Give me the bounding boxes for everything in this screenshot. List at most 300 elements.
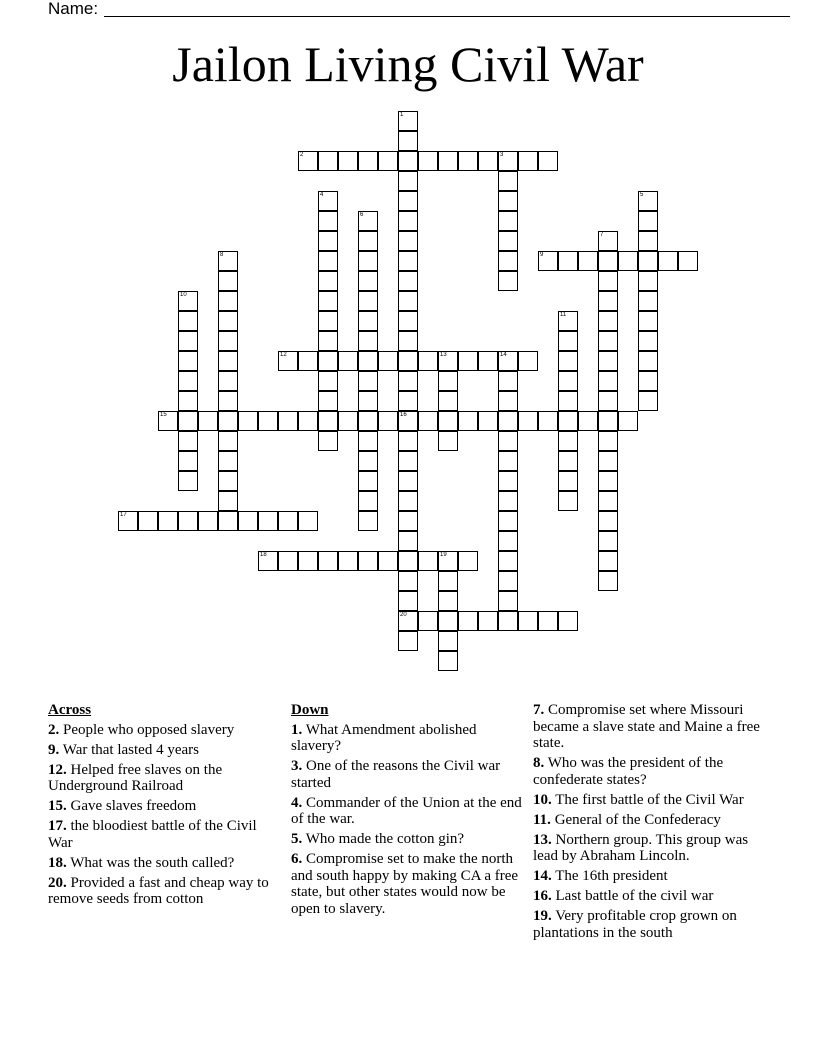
grid-cell[interactable]: [398, 291, 418, 311]
down-clue-list-2: [533, 702, 773, 941]
grid-cell[interactable]: [438, 371, 458, 391]
grid-cell[interactable]: [358, 151, 378, 171]
clue-item: [291, 758, 523, 791]
grid-cell[interactable]: [218, 491, 238, 511]
grid-cell[interactable]: [518, 351, 538, 371]
grid-cell[interactable]: [498, 451, 518, 471]
clue-item: [533, 908, 773, 941]
grid-cell[interactable]: [578, 411, 598, 431]
clue-item: [533, 702, 773, 752]
clue-number: 14: [500, 352, 507, 358]
grid-cell[interactable]: [358, 511, 378, 531]
grid-cell[interactable]: [398, 411, 418, 431]
clue-item-number: 9.: [48, 741, 60, 758]
grid-cell[interactable]: [398, 251, 418, 271]
grid-cell[interactable]: [178, 451, 198, 471]
clue-number: 18: [260, 552, 267, 558]
grid-cell[interactable]: [438, 551, 458, 571]
grid-cell[interactable]: [458, 551, 478, 571]
clue-item-number: 19.: [533, 908, 552, 924]
clue-item-number: 4.: [291, 794, 303, 811]
grid-cell[interactable]: [398, 311, 418, 331]
grid-cell[interactable]: [338, 351, 358, 371]
across-heading: Across: [48, 702, 92, 718]
clue-number: 6: [360, 212, 364, 218]
clue-item: [291, 831, 523, 848]
grid-cell[interactable]: [398, 391, 418, 411]
clue-number: 7: [600, 232, 604, 238]
grid-cell[interactable]: [498, 471, 518, 491]
grid-cell[interactable]: [498, 391, 518, 411]
grid-cell[interactable]: [498, 151, 518, 171]
grid-cell[interactable]: [418, 551, 438, 571]
grid-cell[interactable]: [278, 551, 298, 571]
grid-cell[interactable]: [438, 571, 458, 591]
clue-item-number: 15.: [48, 798, 67, 814]
grid-cell[interactable]: [178, 431, 198, 451]
clue-item-text: Who was the president of the confederate states?: [533, 755, 724, 788]
grid-cell[interactable]: [598, 571, 618, 591]
clue-item-number: 11.: [533, 811, 551, 828]
grid-cell[interactable]: [498, 571, 518, 591]
clue-item-number: 5.: [291, 831, 303, 847]
grid-cell[interactable]: [218, 291, 238, 311]
grid-cell[interactable]: [598, 391, 618, 411]
grid-cell[interactable]: [498, 371, 518, 391]
grid-cell[interactable]: [438, 151, 458, 171]
grid-cell[interactable]: [558, 331, 578, 351]
grid-cell[interactable]: [558, 371, 578, 391]
grid-cell[interactable]: [258, 551, 278, 571]
grid-cell[interactable]: [318, 291, 338, 311]
grid-cell[interactable]: [518, 611, 538, 631]
grid-cell[interactable]: [338, 551, 358, 571]
grid-cell[interactable]: [138, 511, 158, 531]
clue-item: [533, 755, 773, 788]
grid-cell[interactable]: [398, 271, 418, 291]
grid-cell[interactable]: [338, 151, 358, 171]
grid-cell[interactable]: [638, 291, 658, 311]
clue-number: 12: [280, 352, 287, 358]
clue-item-text: The 16th president: [555, 868, 668, 884]
grid-cell[interactable]: [378, 151, 398, 171]
clue-number: 4: [320, 192, 324, 198]
clue-number: 10: [180, 292, 187, 298]
page-title: Jailon Living Civil War: [172, 36, 644, 92]
grid-cell[interactable]: [218, 471, 238, 491]
grid-cell[interactable]: [398, 211, 418, 231]
grid-cell[interactable]: [638, 271, 658, 291]
grid-cell[interactable]: [638, 331, 658, 351]
grid-cell[interactable]: [318, 371, 338, 391]
grid-cell[interactable]: [498, 511, 518, 531]
grid-cell[interactable]: [638, 211, 658, 231]
clue-number: 8: [220, 252, 224, 258]
grid-cell[interactable]: [598, 471, 618, 491]
clue-item: [291, 795, 523, 828]
clue-number: 1: [400, 112, 404, 118]
grid-cell[interactable]: [178, 411, 198, 431]
clue-item-number: 6.: [291, 851, 303, 867]
clue-item-text: the bloodiest battle of the Civil War: [48, 818, 257, 851]
grid-cell[interactable]: [358, 551, 378, 571]
grid-cell[interactable]: [638, 231, 658, 251]
grid-cell[interactable]: [278, 351, 298, 371]
grid-cell[interactable]: [498, 431, 518, 451]
clue-item-text: The first battle of the Civil War: [555, 791, 744, 808]
clue-item-text: Very profitable crop grown on plantations in the south: [533, 908, 737, 941]
grid-cell[interactable]: [318, 351, 338, 371]
grid-cell[interactable]: [498, 551, 518, 571]
grid-cell[interactable]: [178, 331, 198, 351]
clue-item-number: 20.: [48, 874, 67, 891]
grid-cell[interactable]: [218, 391, 238, 411]
grid-cell[interactable]: [158, 511, 178, 531]
grid-cell[interactable]: [418, 151, 438, 171]
grid-cell[interactable]: [558, 471, 578, 491]
grid-cell[interactable]: [178, 511, 198, 531]
grid-cell[interactable]: [598, 511, 618, 531]
grid-cell[interactable]: [598, 231, 618, 251]
grid-cell[interactable]: [178, 471, 198, 491]
across-clue-list: [48, 722, 280, 908]
grid-cell[interactable]: [278, 511, 298, 531]
grid-cell[interactable]: [318, 231, 338, 251]
grid-cell[interactable]: [498, 411, 518, 431]
clue-item-number: 13.: [533, 831, 552, 848]
grid-cell[interactable]: [218, 271, 238, 291]
grid-cell[interactable]: [398, 131, 418, 151]
clue-item-number: 2.: [48, 721, 60, 738]
grid-cell[interactable]: [438, 651, 458, 671]
grid-cell[interactable]: [398, 631, 418, 651]
grid-cell[interactable]: [178, 291, 198, 311]
grid-cell[interactable]: [598, 271, 618, 291]
grid-cell[interactable]: [298, 351, 318, 371]
grid-cell[interactable]: [358, 431, 378, 451]
grid-cell[interactable]: [538, 611, 558, 631]
grid-cell[interactable]: [218, 311, 238, 331]
grid-cell[interactable]: [358, 231, 378, 251]
grid-cell[interactable]: [558, 391, 578, 411]
grid-cell[interactable]: [398, 331, 418, 351]
grid-cell[interactable]: [178, 371, 198, 391]
grid-cell[interactable]: [218, 451, 238, 471]
grid-cell[interactable]: [598, 451, 618, 471]
grid-cell[interactable]: [218, 331, 238, 351]
grid-cell[interactable]: [518, 151, 538, 171]
grid-cell[interactable]: [538, 411, 558, 431]
grid-cell[interactable]: [558, 451, 578, 471]
grid-cell[interactable]: [618, 411, 638, 431]
grid-cell[interactable]: [318, 211, 338, 231]
grid-cell[interactable]: [318, 391, 338, 411]
grid-cell[interactable]: [598, 411, 618, 431]
grid-cell[interactable]: [318, 311, 338, 331]
grid-cell[interactable]: [558, 251, 578, 271]
grid-cell[interactable]: [298, 511, 318, 531]
grid-cell[interactable]: [498, 231, 518, 251]
grid-cell[interactable]: [358, 411, 378, 431]
clue-item-number: 12.: [48, 761, 67, 778]
down-clues-column-1: [291, 702, 523, 921]
grid-cell[interactable]: [638, 251, 658, 271]
grid-cell[interactable]: [318, 151, 338, 171]
grid-cell[interactable]: [578, 251, 598, 271]
grid-cell[interactable]: [498, 351, 518, 371]
grid-cell[interactable]: [358, 471, 378, 491]
clue-item-text: One of the reasons the Civil war started: [291, 758, 501, 791]
grid-cell[interactable]: [358, 451, 378, 471]
grid-cell[interactable]: [218, 351, 238, 371]
clue-number: 16: [400, 412, 407, 418]
grid-cell[interactable]: [278, 411, 298, 431]
grid-cell[interactable]: [458, 411, 478, 431]
clue-item-number: 17.: [48, 818, 67, 834]
clue-item: [48, 818, 280, 851]
grid-cell[interactable]: [378, 551, 398, 571]
grid-cell[interactable]: [258, 511, 278, 531]
clue-item: [48, 798, 280, 815]
grid-cell[interactable]: [478, 611, 498, 631]
grid-cell[interactable]: [178, 351, 198, 371]
clue-item: [533, 868, 773, 885]
grid-cell[interactable]: [238, 411, 258, 431]
clue-item: [533, 792, 773, 809]
grid-cell[interactable]: [318, 431, 338, 451]
clue-number: 11: [560, 312, 567, 318]
clue-item-number: 18.: [48, 854, 67, 871]
grid-cell[interactable]: [498, 211, 518, 231]
grid-cell[interactable]: [558, 491, 578, 511]
grid-cell[interactable]: [258, 411, 278, 431]
grid-cell[interactable]: [298, 551, 318, 571]
grid-cell[interactable]: [498, 491, 518, 511]
grid-cell[interactable]: [598, 251, 618, 271]
grid-cell[interactable]: [438, 631, 458, 651]
clue-item-text: Compromise set where Missouri became a slave state and Maine a free state.: [533, 702, 760, 751]
grid-cell[interactable]: [298, 151, 318, 171]
clue-item-number: 1.: [291, 721, 303, 738]
grid-cell[interactable]: [558, 351, 578, 371]
grid-cell[interactable]: [378, 351, 398, 371]
grid-cell[interactable]: [518, 411, 538, 431]
grid-cell[interactable]: [398, 111, 418, 131]
clue-number: 17: [120, 512, 127, 518]
grid-cell[interactable]: [638, 371, 658, 391]
grid-cell[interactable]: [638, 191, 658, 211]
grid-cell[interactable]: [498, 251, 518, 271]
grid-cell[interactable]: [398, 611, 418, 631]
grid-cell[interactable]: [558, 611, 578, 631]
clue-number: 19: [440, 552, 447, 558]
grid-cell[interactable]: [358, 391, 378, 411]
grid-cell[interactable]: [418, 411, 438, 431]
grid-cell[interactable]: [398, 451, 418, 471]
grid-cell[interactable]: [598, 351, 618, 371]
grid-cell[interactable]: [498, 171, 518, 191]
clue-item-number: 10.: [533, 791, 552, 808]
clue-item-text: Gave slaves freedom: [70, 798, 197, 814]
grid-cell[interactable]: [638, 311, 658, 331]
clue-item: [291, 722, 523, 755]
grid-cell[interactable]: [498, 191, 518, 211]
grid-cell[interactable]: [358, 331, 378, 351]
grid-cell[interactable]: [598, 551, 618, 571]
grid-cell[interactable]: [358, 311, 378, 331]
clue-item: [533, 888, 773, 905]
grid-cell[interactable]: [498, 591, 518, 611]
grid-cell[interactable]: [218, 511, 238, 531]
grid-cell[interactable]: [358, 291, 378, 311]
grid-cell[interactable]: [458, 611, 478, 631]
clue-number: 9: [540, 252, 544, 258]
grid-cell[interactable]: [438, 431, 458, 451]
down-clues-column-2: [533, 702, 773, 945]
clue-item-text: Provided a fast and cheap way to remove seeds from cotton: [48, 874, 269, 907]
grid-cell[interactable]: [618, 251, 638, 271]
grid-cell[interactable]: [498, 531, 518, 551]
grid-cell[interactable]: [558, 311, 578, 331]
clue-item-number: 3.: [291, 758, 303, 774]
clue-item-text: People who opposed slavery: [63, 721, 235, 738]
down-heading: Down: [291, 702, 329, 718]
down-clue-list-1: [291, 722, 523, 918]
grid-cell[interactable]: [558, 411, 578, 431]
grid-cell[interactable]: [398, 191, 418, 211]
clue-item: [291, 851, 523, 917]
clue-item-text: What was the south called?: [70, 854, 235, 871]
grid-cell[interactable]: [358, 211, 378, 231]
grid-cell[interactable]: [198, 511, 218, 531]
grid-cell[interactable]: [598, 291, 618, 311]
clue-item-number: 7.: [533, 702, 545, 718]
grid-cell[interactable]: [398, 151, 418, 171]
grid-cell[interactable]: [338, 411, 358, 431]
clue-number: 13: [440, 352, 447, 358]
clue-item-number: 14.: [533, 868, 552, 884]
grid-cell[interactable]: [398, 171, 418, 191]
clue-number: 15: [160, 412, 167, 418]
across-clues-column: [48, 702, 280, 911]
grid-cell[interactable]: [418, 351, 438, 371]
clue-item: [533, 812, 773, 829]
grid-cell[interactable]: [218, 371, 238, 391]
grid-cell[interactable]: [398, 531, 418, 551]
grid-cell[interactable]: [438, 391, 458, 411]
clue-item-number: 8.: [533, 755, 545, 771]
clue-number: 5: [640, 192, 644, 198]
grid-cell[interactable]: [438, 351, 458, 371]
grid-cell[interactable]: [598, 531, 618, 551]
grid-cell[interactable]: [438, 611, 458, 631]
grid-cell[interactable]: [558, 431, 578, 451]
grid-cell[interactable]: [498, 611, 518, 631]
grid-cell[interactable]: [398, 571, 418, 591]
grid-cell[interactable]: [218, 411, 238, 431]
grid-cell[interactable]: [638, 351, 658, 371]
grid-cell[interactable]: [498, 271, 518, 291]
grid-cell[interactable]: [438, 591, 458, 611]
grid-cell[interactable]: [458, 151, 478, 171]
grid-cell[interactable]: [378, 411, 398, 431]
grid-cell[interactable]: [218, 431, 238, 451]
grid-cell[interactable]: [358, 351, 378, 371]
grid-cell[interactable]: [298, 411, 318, 431]
grid-cell[interactable]: [398, 551, 418, 571]
grid-cell[interactable]: [358, 271, 378, 291]
grid-cell[interactable]: [538, 151, 558, 171]
grid-cell[interactable]: [398, 491, 418, 511]
grid-cell[interactable]: [398, 371, 418, 391]
grid-cell[interactable]: [398, 231, 418, 251]
grid-cell[interactable]: [658, 251, 678, 271]
grid-cell[interactable]: [358, 251, 378, 271]
clue-number: 20: [400, 612, 407, 618]
grid-cell[interactable]: [318, 191, 338, 211]
clue-item-text: Who made the cotton gin?: [305, 831, 465, 847]
grid-cell[interactable]: [318, 551, 338, 571]
grid-cell[interactable]: [398, 471, 418, 491]
grid-cell[interactable]: [458, 351, 478, 371]
grid-cell[interactable]: [598, 431, 618, 451]
grid-cell[interactable]: [478, 351, 498, 371]
grid-cell[interactable]: [478, 151, 498, 171]
clue-item-text: Helped free slaves on the Underground Railroad: [48, 761, 223, 794]
clue-item: [48, 855, 280, 872]
grid-cell[interactable]: [358, 491, 378, 511]
clue-item: [48, 722, 280, 739]
grid-cell[interactable]: [598, 371, 618, 391]
grid-cell[interactable]: [398, 591, 418, 611]
grid-cell[interactable]: [398, 511, 418, 531]
grid-cell[interactable]: [638, 391, 658, 411]
grid-cell[interactable]: [438, 411, 458, 431]
clue-item-text: Compromise set to make the north and south happy by making CA a free state, but other states would now be open to slavery.: [291, 851, 519, 917]
clue-item: [48, 875, 280, 908]
grid-cell[interactable]: [178, 311, 198, 331]
grid-cell[interactable]: [158, 411, 178, 431]
clue-item-text: Northern group. This group was lead by Abraham Lincoln.: [533, 831, 749, 864]
grid-cell[interactable]: [478, 411, 498, 431]
grid-cell[interactable]: [598, 491, 618, 511]
grid-cell[interactable]: [538, 251, 558, 271]
grid-cell[interactable]: [598, 331, 618, 351]
grid-cell[interactable]: [118, 511, 138, 531]
grid-cell[interactable]: [398, 351, 418, 371]
grid-cell[interactable]: [598, 311, 618, 331]
grid-cell[interactable]: [198, 411, 218, 431]
clue-item: [48, 762, 280, 795]
grid-cell[interactable]: [318, 411, 338, 431]
clue-item: [48, 742, 280, 759]
grid-cell[interactable]: [398, 431, 418, 451]
clue-number: 2: [300, 152, 304, 158]
clue-item-text: General of the Confederacy: [554, 811, 721, 828]
clue-item-text: War that lasted 4 years: [62, 741, 199, 758]
grid-cell[interactable]: [678, 251, 698, 271]
clue-number: 3: [500, 152, 504, 158]
grid-cell[interactable]: [238, 511, 258, 531]
grid-cell[interactable]: [218, 251, 238, 271]
grid-cell[interactable]: [318, 331, 338, 351]
grid-cell[interactable]: [318, 251, 338, 271]
grid-cell[interactable]: [418, 611, 438, 631]
grid-cell[interactable]: [318, 271, 338, 291]
grid-cell[interactable]: [178, 391, 198, 411]
clue-item-text: What Amendment abolished slavery?: [291, 721, 477, 754]
grid-cell[interactable]: [358, 371, 378, 391]
